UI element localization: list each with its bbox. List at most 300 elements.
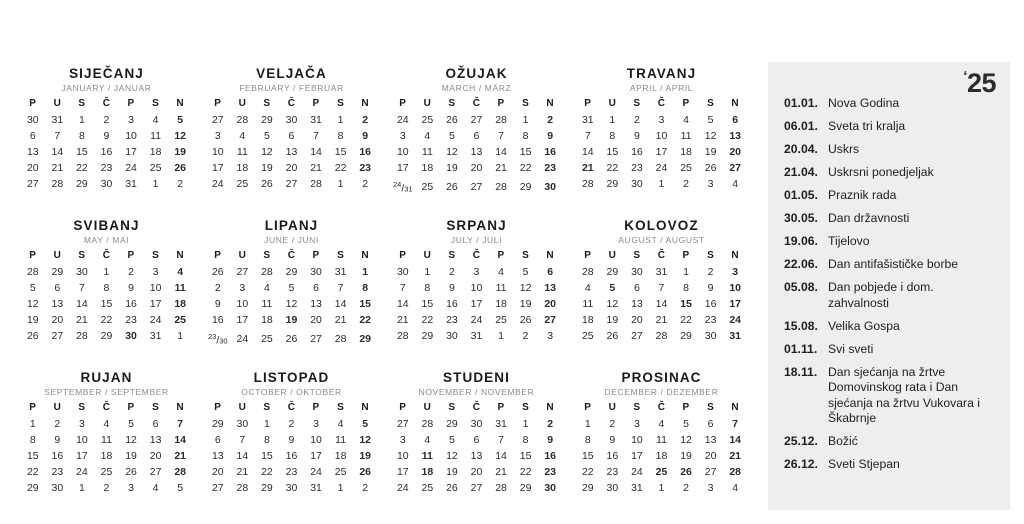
day-cell[interactable]: 14 (729, 433, 742, 446)
day-cell[interactable]: 6 (152, 417, 159, 430)
day-cell[interactable]: 28 (655, 330, 668, 343)
day-cell[interactable]: 28 (261, 265, 273, 278)
day-cell[interactable]: 4 (424, 129, 431, 142)
day-cell[interactable]: 6 (54, 281, 61, 294)
day-cell[interactable]: 3 (214, 129, 221, 142)
day-cell[interactable]: 12 (704, 129, 717, 142)
day-cell[interactable]: 20 (149, 449, 162, 462)
day-cell[interactable]: 13 (211, 449, 224, 462)
day-cell[interactable]: 21 (396, 314, 409, 327)
day-cell[interactable]: 25 (495, 314, 507, 327)
day-cell[interactable]: 6 (707, 417, 714, 430)
day-cell[interactable]: 9 (214, 297, 221, 310)
day-cell[interactable]: 16 (631, 145, 643, 158)
day-cell[interactable]: 15 (26, 449, 39, 462)
day-cell[interactable]: 25 (581, 330, 594, 343)
day-cell[interactable]: 25 (100, 466, 113, 479)
day-cell[interactable]: 5 (128, 417, 134, 430)
day-cell[interactable]: 11 (495, 281, 507, 294)
day-cell[interactable]: 29 (446, 417, 458, 430)
day-cell[interactable]: 31 (631, 482, 643, 495)
day-cell[interactable]: 17 (211, 162, 224, 175)
day-cell[interactable]: 16 (544, 449, 557, 462)
day-cell[interactable]: 28 (396, 330, 409, 343)
day-cell[interactable]: 27 (470, 113, 483, 126)
day-cell[interactable]: 26 (446, 482, 458, 495)
day-cell[interactable]: 3 (732, 265, 739, 278)
day-cell[interactable]: 3 (399, 129, 406, 142)
day-cell[interactable]: 30 (446, 330, 458, 343)
day-cell[interactable]: 19 (446, 466, 458, 479)
day-cell[interactable]: 5 (448, 433, 455, 446)
day-cell[interactable]: 18 (261, 314, 273, 327)
day-cell[interactable]: 16 (704, 297, 717, 310)
day-cell[interactable]: 10 (655, 129, 668, 142)
day-cell[interactable]: 6 (633, 281, 640, 294)
day-cell[interactable]: 29 (261, 482, 273, 495)
day-cell[interactable]: 22 (606, 162, 619, 175)
day-cell[interactable]: 10 (631, 433, 643, 446)
day-cell[interactable]: 19 (285, 314, 298, 327)
day-cell[interactable]: 23 (51, 466, 64, 479)
day-cell[interactable]: 27 (149, 466, 162, 479)
day-cell[interactable]: 1 (584, 417, 591, 430)
day-cell[interactable]: 27 (470, 180, 483, 193)
day-cell[interactable]: $^{23}$/30 (207, 332, 228, 347)
day-cell[interactable]: 4 (337, 417, 344, 430)
day-cell[interactable]: 5 (288, 281, 295, 294)
day-cell[interactable]: 8 (78, 129, 85, 142)
day-cell[interactable]: 3 (128, 482, 134, 495)
day-cell[interactable]: 3 (399, 433, 406, 446)
day-cell[interactable]: 1 (29, 417, 36, 430)
day-cell[interactable]: 13 (631, 297, 643, 310)
day-cell[interactable]: 2 (54, 417, 61, 430)
day-cell[interactable]: 1 (263, 417, 270, 430)
day-cell[interactable]: 13 (470, 145, 483, 158)
day-cell[interactable]: 31 (655, 265, 668, 278)
day-cell[interactable]: 25 (421, 180, 434, 193)
day-cell[interactable]: 25 (655, 466, 668, 479)
day-cell[interactable]: 29 (519, 482, 532, 495)
day-cell[interactable]: 19 (174, 145, 187, 158)
day-cell[interactable]: 23 (704, 314, 717, 327)
day-cell[interactable]: 14 (334, 297, 347, 310)
day-cell[interactable]: 25 (236, 178, 249, 191)
day-cell[interactable]: 12 (359, 433, 372, 446)
day-cell[interactable]: 16 (359, 145, 372, 158)
day-cell[interactable]: 10 (729, 281, 742, 294)
day-cell[interactable]: 7 (313, 129, 319, 142)
day-cell[interactable]: 14 (76, 297, 88, 310)
day-cell[interactable]: 17 (236, 314, 249, 327)
day-cell[interactable]: 20 (729, 145, 742, 158)
day-cell[interactable]: 29 (606, 178, 619, 191)
day-cell[interactable]: 27 (631, 330, 643, 343)
day-cell[interactable]: 23 (285, 466, 298, 479)
day-cell[interactable]: 24 (310, 466, 322, 479)
day-cell[interactable]: 25 (421, 482, 434, 495)
day-cell[interactable]: 11 (421, 145, 433, 158)
day-cell[interactable]: 5 (522, 265, 529, 278)
day-cell[interactable]: 2 (547, 113, 554, 126)
day-cell[interactable]: 23 (544, 162, 557, 175)
day-cell[interactable]: 28 (495, 482, 507, 495)
day-cell[interactable]: 26 (174, 162, 187, 175)
day-cell[interactable]: 14 (495, 145, 507, 158)
day-cell[interactable]: 2 (362, 178, 369, 191)
day-cell[interactable]: 18 (581, 314, 594, 327)
day-cell[interactable]: 4 (732, 178, 739, 191)
day-cell[interactable]: 21 (729, 449, 742, 462)
day-cell[interactable]: 22 (519, 162, 532, 175)
day-cell[interactable]: 13 (51, 297, 64, 310)
day-cell[interactable]: 11 (101, 433, 112, 446)
day-cell[interactable]: 28 (51, 178, 64, 191)
day-cell[interactable]: 3 (313, 417, 319, 430)
day-cell[interactable]: 16 (51, 449, 64, 462)
day-cell[interactable]: 8 (683, 281, 689, 294)
day-cell[interactable]: 3 (547, 330, 554, 343)
day-cell[interactable]: 5 (683, 417, 689, 430)
day-cell[interactable]: 15 (606, 145, 619, 158)
day-cell[interactable]: $^{24}$/31 (392, 180, 413, 195)
day-cell[interactable]: 22 (519, 466, 532, 479)
day-cell[interactable]: 28 (334, 332, 347, 345)
day-cell[interactable]: 8 (584, 433, 591, 446)
day-cell[interactable]: 20 (285, 162, 298, 175)
day-cell[interactable]: 1 (522, 113, 529, 126)
day-cell[interactable]: 1 (609, 113, 616, 126)
day-cell[interactable]: 1 (658, 178, 665, 191)
day-cell[interactable]: 3 (707, 178, 714, 191)
day-cell[interactable]: 3 (78, 417, 85, 430)
day-cell[interactable]: 28 (236, 113, 249, 126)
day-cell[interactable]: 20 (51, 314, 64, 327)
day-cell[interactable]: 13 (26, 145, 39, 158)
day-cell[interactable]: 27 (26, 178, 39, 191)
day-cell[interactable]: 6 (473, 433, 480, 446)
day-cell[interactable]: 31 (470, 330, 483, 343)
day-cell[interactable]: 11 (680, 129, 692, 142)
day-cell[interactable]: 1 (177, 330, 184, 343)
day-cell[interactable]: 20 (631, 314, 643, 327)
day-cell[interactable]: 13 (149, 433, 162, 446)
day-cell[interactable]: 30 (100, 178, 113, 191)
day-cell[interactable]: 4 (263, 281, 270, 294)
day-cell[interactable]: 29 (76, 178, 88, 191)
day-cell[interactable]: 26 (704, 162, 717, 175)
day-cell[interactable]: 14 (174, 433, 187, 446)
day-cell[interactable]: 30 (606, 482, 619, 495)
day-cell[interactable]: 6 (473, 129, 480, 142)
day-cell[interactable]: 9 (547, 129, 554, 142)
day-cell[interactable]: 23 (359, 162, 372, 175)
day-cell[interactable]: 11 (261, 297, 273, 310)
day-cell[interactable]: 2 (214, 281, 221, 294)
day-cell[interactable]: 10 (125, 129, 137, 142)
day-cell[interactable]: 1 (337, 113, 344, 126)
day-cell[interactable]: 28 (495, 180, 507, 193)
day-cell[interactable]: 30 (76, 265, 88, 278)
day-cell[interactable]: 3 (239, 281, 246, 294)
day-cell[interactable]: 9 (609, 433, 616, 446)
day-cell[interactable]: 21 (310, 162, 322, 175)
day-cell[interactable]: 20 (544, 297, 557, 310)
day-cell[interactable]: 2 (683, 178, 689, 191)
day-cell[interactable]: 13 (285, 145, 298, 158)
day-cell[interactable]: 20 (26, 162, 39, 175)
day-cell[interactable]: 30 (631, 265, 643, 278)
day-cell[interactable]: 12 (680, 433, 692, 446)
day-cell[interactable]: 16 (211, 314, 224, 327)
day-cell[interactable]: 21 (495, 162, 507, 175)
day-cell[interactable]: 17 (310, 449, 322, 462)
day-cell[interactable]: 29 (680, 330, 692, 343)
day-cell[interactable]: 2 (177, 178, 184, 191)
day-cell[interactable]: 16 (606, 449, 619, 462)
day-cell[interactable]: 9 (633, 129, 640, 142)
day-cell[interactable]: 25 (261, 332, 273, 345)
day-cell[interactable]: 17 (729, 297, 742, 310)
day-cell[interactable]: 17 (655, 145, 668, 158)
day-cell[interactable]: 28 (729, 466, 742, 479)
day-cell[interactable]: 31 (334, 265, 347, 278)
day-cell[interactable]: 14 (396, 297, 409, 310)
day-cell[interactable]: 28 (174, 466, 187, 479)
day-cell[interactable]: 15 (519, 449, 532, 462)
day-cell[interactable]: 14 (310, 145, 322, 158)
day-cell[interactable]: 8 (424, 281, 431, 294)
day-cell[interactable]: 18 (421, 162, 434, 175)
day-cell[interactable]: 31 (310, 482, 322, 495)
day-cell[interactable]: 3 (152, 265, 159, 278)
day-cell[interactable]: 4 (152, 482, 159, 495)
day-cell[interactable]: 21 (334, 314, 347, 327)
day-cell[interactable]: 4 (584, 281, 591, 294)
day-cell[interactable]: 24 (236, 332, 249, 345)
day-cell[interactable]: 27 (729, 162, 742, 175)
day-cell[interactable]: 26 (446, 113, 458, 126)
day-cell[interactable]: 1 (522, 417, 529, 430)
day-cell[interactable]: 17 (631, 449, 643, 462)
day-cell[interactable]: 12 (519, 281, 532, 294)
day-cell[interactable]: 6 (547, 265, 554, 278)
day-cell[interactable]: 7 (584, 129, 591, 142)
day-cell[interactable]: 21 (655, 314, 668, 327)
day-cell[interactable]: 29 (100, 330, 113, 343)
day-cell[interactable]: 1 (78, 113, 85, 126)
day-cell[interactable]: 6 (29, 129, 36, 142)
day-cell[interactable]: 2 (547, 417, 554, 430)
day-cell[interactable]: 8 (263, 433, 270, 446)
day-cell[interactable]: 30 (470, 417, 483, 430)
day-cell[interactable]: 24 (211, 178, 224, 191)
day-cell[interactable]: 17 (125, 145, 137, 158)
day-cell[interactable]: 16 (100, 145, 113, 158)
day-cell[interactable]: 7 (399, 281, 406, 294)
day-cell[interactable]: 18 (680, 145, 692, 158)
day-cell[interactable]: 4 (658, 417, 665, 430)
day-cell[interactable]: 13 (544, 281, 557, 294)
day-cell[interactable]: 8 (103, 281, 110, 294)
day-cell[interactable]: 13 (704, 433, 717, 446)
day-cell[interactable]: 21 (174, 449, 187, 462)
day-cell[interactable]: 22 (680, 314, 692, 327)
day-cell[interactable]: 19 (359, 449, 372, 462)
day-cell[interactable]: 11 (656, 433, 667, 446)
day-cell[interactable]: 23 (446, 314, 458, 327)
day-cell[interactable]: 24 (470, 314, 483, 327)
day-cell[interactable]: 25 (149, 162, 162, 175)
day-cell[interactable]: 18 (421, 466, 434, 479)
day-cell[interactable]: 28 (26, 265, 39, 278)
day-cell[interactable]: 5 (263, 129, 270, 142)
day-cell[interactable]: 31 (495, 417, 507, 430)
day-cell[interactable]: 30 (631, 178, 643, 191)
day-cell[interactable]: 27 (236, 265, 249, 278)
day-cell[interactable]: 1 (103, 265, 110, 278)
day-cell[interactable]: 10 (149, 281, 162, 294)
day-cell[interactable]: 7 (78, 281, 85, 294)
day-cell[interactable]: 8 (362, 281, 369, 294)
day-cell[interactable]: 26 (680, 466, 692, 479)
day-cell[interactable]: 10 (310, 433, 322, 446)
day-cell[interactable]: 18 (174, 297, 187, 310)
day-cell[interactable]: 15 (519, 145, 532, 158)
day-cell[interactable]: 15 (334, 145, 347, 158)
day-cell[interactable]: 30 (236, 417, 249, 430)
day-cell[interactable]: 15 (359, 297, 372, 310)
day-cell[interactable]: 12 (446, 449, 458, 462)
day-cell[interactable]: 1 (658, 482, 665, 495)
day-cell[interactable]: 2 (288, 417, 295, 430)
day-cell[interactable]: 7 (498, 129, 504, 142)
day-cell[interactable]: 21 (581, 162, 594, 175)
day-cell[interactable]: 12 (26, 297, 39, 310)
day-cell[interactable]: 23 (100, 162, 113, 175)
day-cell[interactable]: 5 (29, 281, 36, 294)
day-cell[interactable]: 9 (128, 281, 134, 294)
day-cell[interactable]: 17 (470, 297, 483, 310)
day-cell[interactable]: 5 (448, 129, 455, 142)
day-cell[interactable]: 25 (421, 113, 434, 126)
day-cell[interactable]: 9 (288, 433, 295, 446)
day-cell[interactable]: 4 (424, 433, 431, 446)
day-cell[interactable]: 11 (421, 449, 433, 462)
day-cell[interactable]: 23 (606, 466, 619, 479)
day-cell[interactable]: 17 (396, 466, 409, 479)
day-cell[interactable]: 31 (581, 113, 594, 126)
day-cell[interactable]: 19 (680, 449, 692, 462)
day-cell[interactable]: 30 (26, 113, 39, 126)
day-cell[interactable]: 29 (26, 482, 39, 495)
day-cell[interactable]: 30 (544, 180, 557, 193)
day-cell[interactable]: 8 (522, 129, 529, 142)
day-cell[interactable]: 10 (396, 449, 409, 462)
day-cell[interactable]: 14 (236, 449, 249, 462)
day-cell[interactable]: 27 (544, 314, 557, 327)
day-cell[interactable]: 12 (285, 297, 298, 310)
day-cell[interactable]: 29 (421, 330, 434, 343)
day-cell[interactable]: 4 (683, 113, 689, 126)
day-cell[interactable]: 4 (152, 113, 159, 126)
day-cell[interactable]: 9 (362, 129, 369, 142)
day-cell[interactable]: 18 (334, 449, 347, 462)
day-cell[interactable]: 11 (150, 129, 162, 142)
day-cell[interactable]: 20 (310, 314, 322, 327)
day-cell[interactable]: 16 (285, 449, 298, 462)
day-cell[interactable]: 2 (522, 330, 529, 343)
day-cell[interactable]: 1 (424, 265, 431, 278)
day-cell[interactable]: 12 (446, 145, 458, 158)
day-cell[interactable]: 27 (470, 482, 483, 495)
day-cell[interactable]: 20 (211, 466, 224, 479)
day-cell[interactable]: 28 (421, 417, 434, 430)
day-cell[interactable]: 28 (310, 178, 322, 191)
day-cell[interactable]: 19 (446, 162, 458, 175)
day-cell[interactable]: 7 (337, 281, 344, 294)
day-cell[interactable]: 28 (236, 482, 249, 495)
day-cell[interactable]: 29 (359, 332, 372, 345)
day-cell[interactable]: 4 (177, 265, 184, 278)
day-cell[interactable]: 10 (396, 145, 409, 158)
day-cell[interactable]: 5 (707, 113, 714, 126)
day-cell[interactable]: 20 (470, 162, 483, 175)
day-cell[interactable]: 5 (609, 281, 616, 294)
day-cell[interactable]: 18 (655, 449, 668, 462)
day-cell[interactable]: 4 (103, 417, 110, 430)
day-cell[interactable]: 12 (174, 129, 187, 142)
day-cell[interactable]: 2 (362, 113, 369, 126)
day-cell[interactable]: 28 (581, 178, 594, 191)
day-cell[interactable]: 1 (78, 482, 85, 495)
day-cell[interactable]: 14 (581, 145, 594, 158)
day-cell[interactable]: 1 (362, 265, 369, 278)
day-cell[interactable]: 2 (103, 482, 110, 495)
day-cell[interactable]: 14 (655, 297, 668, 310)
day-cell[interactable]: 22 (421, 314, 434, 327)
day-cell[interactable]: 3 (128, 113, 134, 126)
day-cell[interactable]: 26 (125, 466, 137, 479)
day-cell[interactable]: 2 (707, 265, 714, 278)
day-cell[interactable]: 29 (519, 180, 532, 193)
day-cell[interactable]: 11 (174, 281, 186, 294)
day-cell[interactable]: 15 (100, 297, 113, 310)
day-cell[interactable]: 2 (128, 265, 134, 278)
day-cell[interactable]: 21 (495, 466, 507, 479)
day-cell[interactable]: 7 (177, 417, 184, 430)
day-cell[interactable]: 12 (261, 145, 273, 158)
day-cell[interactable]: 7 (658, 281, 665, 294)
day-cell[interactable]: 5 (177, 113, 184, 126)
day-cell[interactable]: 1 (337, 482, 344, 495)
day-cell[interactable]: 16 (544, 145, 557, 158)
day-cell[interactable]: 30 (310, 265, 322, 278)
day-cell[interactable]: 26 (285, 332, 298, 345)
day-cell[interactable]: 25 (334, 466, 347, 479)
day-cell[interactable]: 16 (446, 297, 458, 310)
day-cell[interactable]: 3 (658, 113, 665, 126)
day-cell[interactable]: 30 (396, 265, 409, 278)
day-cell[interactable]: 1 (498, 330, 504, 343)
day-cell[interactable]: 31 (125, 178, 137, 191)
day-cell[interactable]: 11 (582, 297, 594, 310)
day-cell[interactable]: 25 (174, 314, 187, 327)
day-cell[interactable]: 27 (396, 417, 409, 430)
day-cell[interactable]: 22 (76, 162, 88, 175)
day-cell[interactable]: 19 (704, 145, 717, 158)
